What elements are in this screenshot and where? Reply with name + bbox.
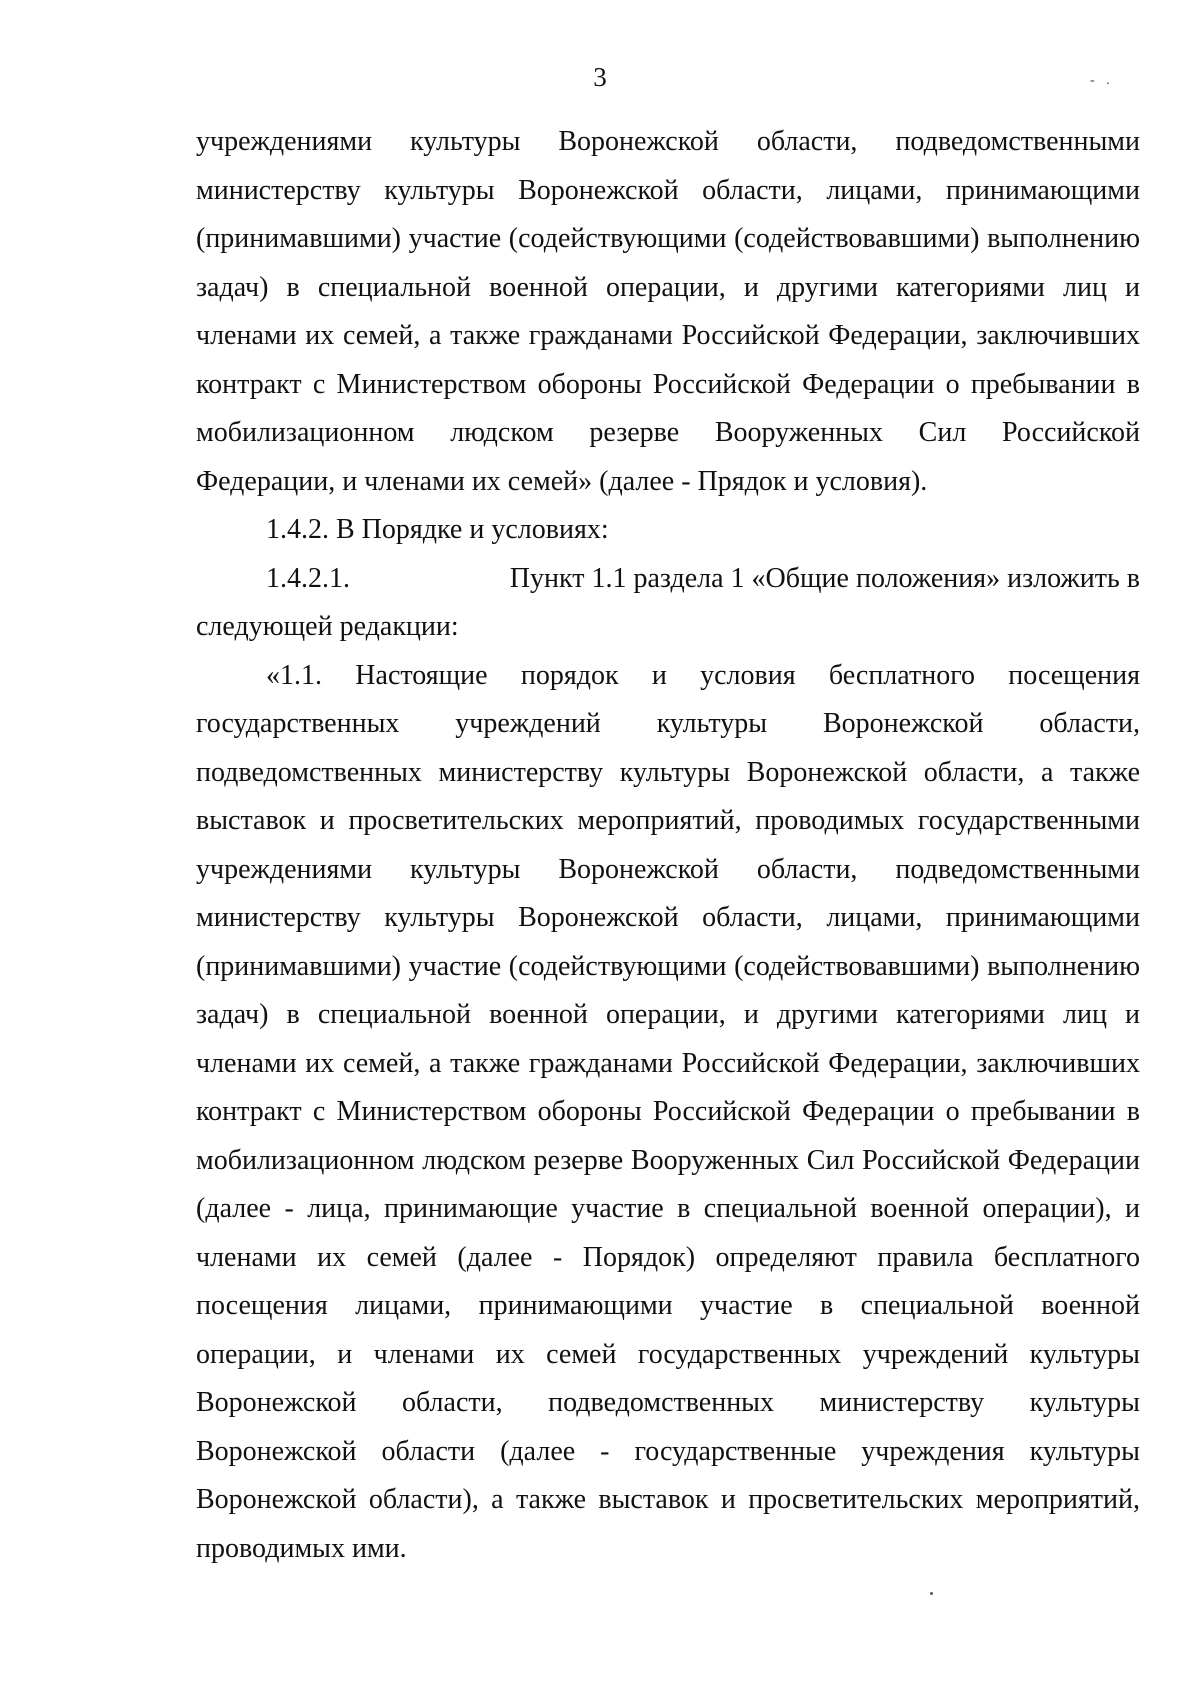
page-number: 3 — [593, 62, 607, 92]
item-1-4-2-1-continuation: следующей редакции: — [196, 611, 459, 642]
scan-mark: - . — [1090, 73, 1114, 88]
item-1-4-2-1 — [196, 555, 1140, 604]
item-1-4-2-1-number: 1.4.2.1. — [266, 562, 350, 594]
document-body — [196, 118, 1140, 1573]
scan-speck — [930, 1592, 933, 1595]
paragraph-1-4-2: 1.4.2. В Порядке и условиях: — [266, 514, 609, 545]
quoted-paragraph-1-1: «1.1. Настоящие порядок и условия бесплатного посещения государственных учреждений культуры Воронежской области, подведомственных министерству культуры Воронежской области, а также выставок и просветительских мероприятий, проводимых государственными учреждениями культуры Воронежской области, подведомственными министерству культуры Воронежской области, лицами, принимающими (принимавшими) участие (содействующими (содействовавшими) выполнению задач) в специальной военной операции, и другими категориями лиц и членами их семей, а также гражданами Российской Федерации, заключивших контракт с Министерством обороны Российской Федерации о пребывании в мобилизационном людском резерве Вооруженных Сил Российской Федерации (далее - лица, принимающие участие в специальной военной операции), и членами их семей (далее - Порядок) определяют правила бесплатного посещения лицами, принимающими участие в специальной военной операции, и членами их семей государственных учреждений культуры Воронежской области, подведомственных министерству культуры Воронежской области (далее - государственные учреждения культуры Воронежской области), а также выставок и просветительских мероприятий, проводимых ими. — [196, 659, 1140, 1564]
item-1-4-2-1-text: Пункт 1.1 раздела 1 «Общие положения» изложить в — [509, 562, 1140, 594]
paragraph-continuation: учреждениями культуры Воронежской области, подведомственными министерству культуры Воронежской области, лицами, принимающими (принимавшими) участие (содействующими (содействовавшими) выполнению задач) в специальной военной операции, и другими категориями лиц и членами их семей, а также гражданами Российской Федерации, заключивших контракт с Министерством обороны Российской Федерации о пребывании в мобилизационном людском резерве Вооруженных Сил Российской Федерации, и членами их семей» (далее - Прядок и условия). — [196, 126, 1140, 497]
